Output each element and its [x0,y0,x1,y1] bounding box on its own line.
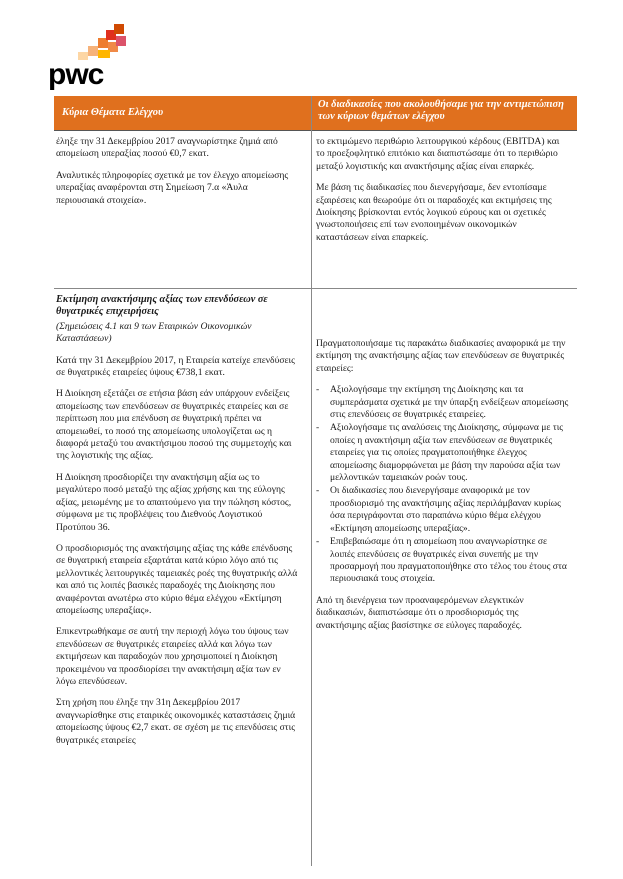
key-audit-matters-table [54,96,577,131]
row2-left-para: Ο προσδιορισμός της ανακτήσιμης αξίας της κάθε επένδυσης σε θυγατρική εταιρεία εξαρτάται κατά κύριο λόγο από τις μελλοντικές λειτουργικές ταμειακές ροές της θυγατρικής αλλά και από τις λοιπές βασικές παραδοχές της Διοίκησης που αναφέρονται ανωτέρω στο κύριο θέμα ελέγχου «Εκτίμηση απομείωσης υπεραξίας». [56,542,298,616]
row2-left-para: Η Διοίκηση προσδιορίζει την ανακτήσιμη αξία ως το μεγαλύτερο ποσό μεταξύ της αξίας χρήσης και της εύλογης αξίας, μειωμένης με το απαιτούμενο για την πώληση κόστος, σύμφωνα με τις προβλέψεις του Διεθνούς Λογιστικού Προτύπου 36. [56,471,292,533]
procedures-list [316,384,570,586]
row2-right [316,338,570,641]
row2-left-para: Η Διοίκηση εξετάζει σε ετήσια βάση εάν υπάρχουν ενδείξεις απομείωσης των επενδύσεων σε θυγατρικές εταιρείες και σε περίπτωση που μια επένδυση σε θυγατρική πρέπει να απομειωθεί, το ποσό της απομείωσης υπολογίζεται ως η διαφορά μεταξύ του ανακτήσιμου ποσού της συμμετοχής και της λογιστικής της αξίας. [56,388,292,462]
list-item: - Αξιολογήσαμε την εκτίμηση της Διοίκησης και τα συμπεράσματα σχετικά με την ύπαρξη ενδείξεων απομείωσης στις επενδύσεις σε θυγατρικές εταιρείες. [316,384,570,421]
column-divider [311,96,312,866]
section-notes: (Σημειώσεις 4.1 και 9 των Εταιρικών Οικονομικών Καταστάσεων) [56,320,252,345]
header-key-audit-matters: Κύρια Θέματα Ελέγχου [62,107,164,118]
row2-right-intro: Πραγματοποιήσαμε τις παρακάτω διαδικασίες αναφορικά με την εκτίμηση της ανακτήσιμης αξίας των επενδύσεων σε θυγατρικές εταιρείες: [316,338,566,374]
list-item: - Επιβεβαιώσαμε ότι η απομείωση που αναγνωρίστηκε σε λοιπές επενδύσεις σε θυγατρικές είναι συνεπής με την προσαρμογή που πραγματοποιήθηκε στο τέλος του έτους στα περιουσιακά τους στοιχεία. [316,536,570,586]
row2-left-para: Κατά την 31 Δεκεμβρίου 2017, η Εταιρεία κατείχε επενδύσεις σε θυγατρικές εταιρείες ύψους €738,1 εκατ. [56,354,295,379]
row-separator [54,288,577,289]
pwc-logo [48,24,138,90]
list-item: - Αξιολογήσαμε τις αναλύσεις της Διοίκησης, σύμφωνα με τις οποίες η ανακτήσιμη αξία των επενδύσεων σε θυγατρικές εταιρείες για τις οποίες πραγματοποιήθηκε έλεγχος απομείωσης διαμορφώνεται με βάση την παρούσα αξία των μελλοντικών ταμειακών ροών τους. [316,422,570,484]
row2-left [56,294,298,756]
list-item: - Οι διαδικασίες που διενεργήσαμε αναφορικά με τον προσδιορισμό της ανακτήσιμης αξίας περιλάμβαναν κυρίως όσα περιγράφονται στο παραπάνω κύριο θέμα ελέγχου «Εκτίμηση απομείωσης υπεραξίας». [316,485,570,535]
row1-right [316,136,570,253]
row1-left-para: Αναλυτικές πληροφορίες σχετικά με τον έλεγχο απομείωσης υπεραξίας αναφέρονται στη Σημείωση 7.α «Άυλα περιουσιακά στοιχεία». [56,169,289,206]
header-procedures: Οι διαδικασίες που ακολουθήσαμε για την αντιμετώπιση των κύριων θεμάτων ελέγχου [318,99,564,122]
row2-left-para: Στη χρήση που έληξε την 31η Δεκεμβρίου 2017 αναγνωρίσθηκε στις εταιρικές οικονομικές καταστάσεις ζημιά απομείωσης ύψους €2,7 εκατ. σε σχέση με τις επενδύσεις στις θυγατρικές εταιρείες [56,697,296,746]
row2-left-para: Επικεντρωθήκαμε σε αυτή την περιοχή λόγω του ύψους των επενδύσεων σε θυγατρικές εταιρείες αλλά και λόγω των εκτιμήσεων και παραδοχών που χρησιμοποιεί η Διοίκηση προκειμένου να προσδιορίσει την ανακτήσιμη αξία των εν λόγω επενδύσεων. [56,626,289,687]
row1-right-para: το εκτιμώμενο περιθώριο λειτουργικού κέρδους (EBITDA) και το προεξοφλητικό επιτόκιο και διαπιστώσαμε ότι το περιθώριο μεταξύ λογιστικής και ανακτήσιμης αξίας είναι επαρκές. [316,136,560,172]
row2-right-conclusion: Από τη διενέργεια των προαναφερόμενων ελεγκτικών διαδικασιών, διαπιστώσαμε ότι ο προσδιορισμός της ανακτήσιμης αξίας βασίστηκε σε εύλογες παραδοχές. [316,594,524,631]
section-title: Εκτίμηση ανακτήσιμης αξίας των επενδύσεων σε θυγατρικές επιχειρήσεις [56,294,268,318]
row1-left-para: έληξε την 31 Δεκεμβρίου 2017 αναγνωρίστηκε ζημιά από απομείωση υπεραξίας ποσού €0,7 εκατ. [56,136,278,160]
table-header [54,96,577,131]
row1-left [56,136,298,216]
row1-right-para: Με βάση τις διαδικασίες που διενεργήσαμε, δεν εντοπίσαμε εξαιρέσεις και θεωρούμε ότι οι παραδοχές και εκτιμήσεις της Διοίκησης βρίσκονται εντός λογικού εύρους και οι σχετικές γνωστοποιήσεις επί των ενοποιημένων οικονομικών καταστάσεων είναι επαρκείς. [316,182,552,243]
logo-text: pwc [48,58,104,91]
